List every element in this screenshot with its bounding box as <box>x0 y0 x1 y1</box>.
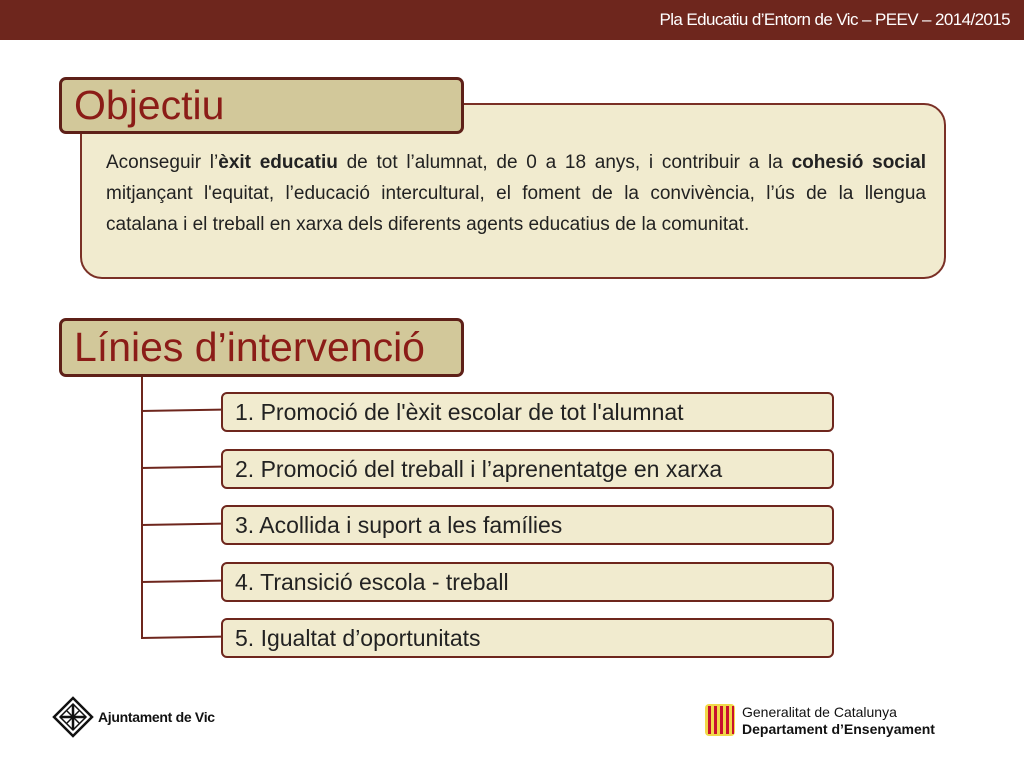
tree-branch <box>141 636 221 639</box>
line-item-5: 5. Igualtat d’oportunitats <box>221 618 834 658</box>
tree-branch <box>141 580 221 583</box>
tree-branch <box>141 409 221 412</box>
objective-text-part: de tot l’alumnat, de 0 a 18 anys, i contribuir a la <box>337 152 792 173</box>
objective-highlight-cohesio: cohesió social <box>791 152 926 173</box>
lines-heading: Línies d’intervenció <box>59 318 464 377</box>
objective-text <box>106 147 926 240</box>
presentation-title: Pla Educatiu d’Entorn de Vic – PEEV – 2014/2015 <box>659 10 1010 29</box>
objective-text-part: mitjançant l'equitat, l’educació intercultural, el foment de la convivència, l’ús de la llengua catalana i el treball en xarxa dels diferents agents educatius de la comunitat. <box>106 183 926 235</box>
tree-trunk <box>141 377 143 639</box>
objective-heading: Objectiu <box>59 77 464 134</box>
line-item-2: 2. Promoció del treball i l’aprenentatge en xarxa <box>221 449 834 489</box>
tree-branch <box>141 523 221 526</box>
objective-highlight-exit: èxit educatiu <box>218 152 338 173</box>
header-bar <box>0 0 1024 40</box>
line-item-1: 1. Promoció de l'èxit escolar de tot l'alumnat <box>221 392 834 432</box>
vic-label: Ajuntament de Vic <box>98 709 215 725</box>
generalitat-label: Generalitat de Catalunya <box>742 704 897 720</box>
vic-coat-of-arms-icon <box>52 696 94 738</box>
tree-branch <box>141 466 221 469</box>
objective-text-part: Aconseguir l’ <box>106 152 219 173</box>
department-label: Departament d’Ensenyament <box>742 721 935 737</box>
line-item-3: 3. Acollida i suport a les famílies <box>221 505 834 545</box>
generalitat-logo-icon <box>705 704 735 736</box>
line-item-4: 4. Transició escola - treball <box>221 562 834 602</box>
